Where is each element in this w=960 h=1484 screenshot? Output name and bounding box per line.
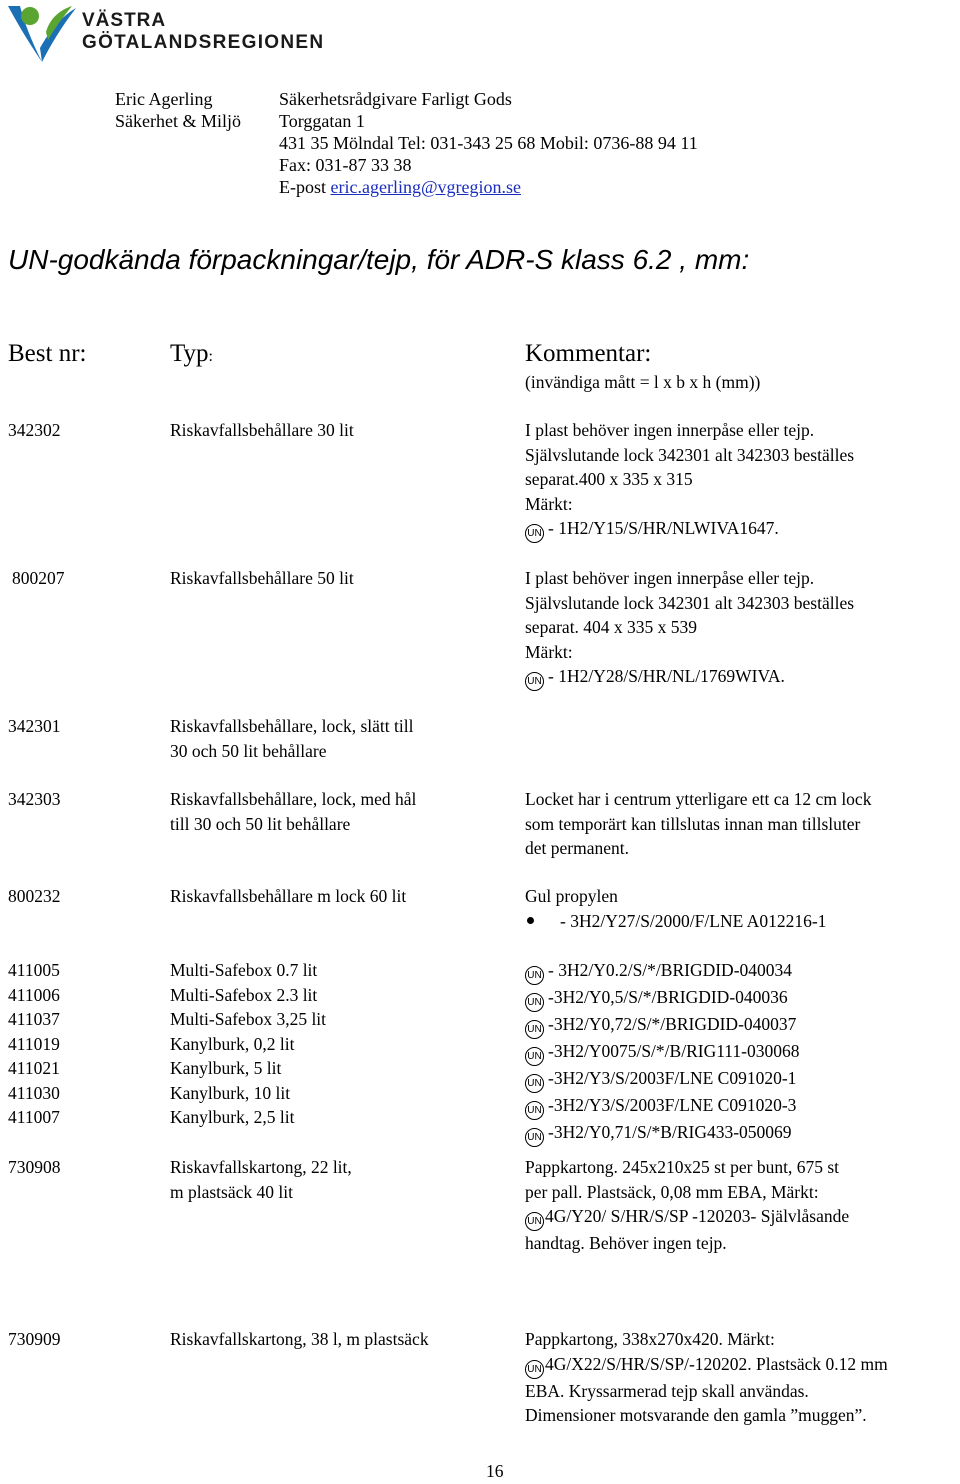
un-mark-icon: UN xyxy=(525,1020,544,1039)
mark-code: -3H2/Y3/S/2003F/LNE C091020-1 xyxy=(548,1068,797,1088)
un-mark-icon: UN xyxy=(525,1128,544,1147)
list-item-nr: 411037 xyxy=(8,1009,60,1029)
row-typ xyxy=(170,714,413,763)
row-typ: Riskavfallsbehållare m lock 60 lit xyxy=(170,886,407,906)
row-comment xyxy=(525,1327,888,1428)
row-comment xyxy=(525,787,871,861)
comment-mark-line xyxy=(525,1204,849,1231)
comment-line: EBA. Kryssarmerad tejp skall användas. xyxy=(525,1380,809,1401)
contact-fax: Fax: 031-87 33 38 xyxy=(279,155,412,175)
comment-line: Märkt: xyxy=(525,641,573,662)
list-item-typ: Multi-Safebox 2.3 lit xyxy=(170,984,318,1005)
row-nr: 730908 xyxy=(8,1157,61,1177)
comment-line: I plast behöver ingen innerpåse eller tejp. xyxy=(525,568,815,588)
row-typ: Riskavfallsbehållare 50 lit xyxy=(170,568,354,588)
typ-line: Riskavfallskartong, 22 lit, xyxy=(170,1157,352,1177)
mark-code: -3H2/Y0,71/S/*B/RIG433-050069 xyxy=(548,1122,792,1142)
page-title: UN-godkända förpackningar/tejp, för ADR-S klass 6.2 , mm: xyxy=(8,244,750,275)
contact-role: Säkerhetsrådgivare Farligt Gods xyxy=(279,89,512,109)
un-mark-icon: UN xyxy=(525,1101,544,1120)
un-mark-icon: UN xyxy=(525,1074,544,1093)
list-item-nr: 411006 xyxy=(8,984,60,1005)
row-nr: 800232 xyxy=(8,886,61,906)
comment-line: Självslutande lock 342301 alt 342303 beställes xyxy=(525,444,855,465)
comment-line: handtag. Behöver ingen tejp. xyxy=(525,1233,727,1253)
mark-code: - 3H2/Y27/S/2000/F/LNE A012216-1 xyxy=(560,911,827,931)
list-item-mark xyxy=(525,1093,800,1120)
page-number: 16 xyxy=(486,1461,504,1481)
comment-mark-line xyxy=(525,664,854,691)
un-mark-icon: UN xyxy=(525,1360,544,1379)
list-item-mark xyxy=(525,1039,800,1066)
comment-line: Pappkartong. 245x210x25 st per bunt, 675 st xyxy=(525,1157,840,1177)
typ-line: till 30 och 50 lit behållare xyxy=(170,813,351,834)
mark-code: -3H2/Y3/S/2003F/LNE C091020-3 xyxy=(548,1095,797,1115)
comment-line: Märkt: xyxy=(525,493,573,514)
list-item-nr: 411021 xyxy=(8,1058,60,1078)
product-list-mark xyxy=(525,958,800,1147)
list-item-mark xyxy=(525,1066,800,1093)
contact-dept: Säkerhet & Miljö xyxy=(115,111,241,131)
header-typ-colon: : xyxy=(208,348,213,365)
list-item-nr: 411030 xyxy=(8,1082,60,1103)
list-item-nr: 411005 xyxy=(8,960,60,980)
header-typ xyxy=(170,340,213,368)
list-item-typ: Multi-Safebox 3,25 lit xyxy=(170,1009,327,1029)
bullet-item xyxy=(527,909,826,934)
list-item-typ: Kanylburk, 10 lit xyxy=(170,1082,291,1103)
row-comment xyxy=(525,418,854,543)
row-comment: Gul propylen xyxy=(525,886,618,906)
header-kommentar-sub: (invändiga mått = l x b x h (mm)) xyxy=(525,372,761,392)
list-item-mark xyxy=(525,985,800,1012)
mark-code: -3H2/Y0,5/S/*/BRIGDID-040036 xyxy=(548,987,788,1007)
un-mark-icon: UN xyxy=(525,672,544,691)
un-mark-icon: UN xyxy=(525,993,544,1012)
mark-code: 4G/Y20/ S/HR/S/SP -120203- Självlåsande xyxy=(545,1206,850,1226)
row-nr: 800207 xyxy=(12,568,65,588)
row-comment xyxy=(525,566,854,691)
row-typ xyxy=(170,1155,352,1204)
org-logo-icon xyxy=(2,2,78,64)
row-nr: 730909 xyxy=(8,1329,61,1349)
comment-line: Självslutande lock 342301 alt 342303 beställes xyxy=(525,592,855,613)
list-item-mark xyxy=(525,1120,800,1147)
typ-line: 30 och 50 lit behållare xyxy=(170,740,327,761)
list-item-typ: Kanylburk, 2,5 lit xyxy=(170,1107,295,1127)
org-logo xyxy=(2,2,332,64)
list-item-nr: 411019 xyxy=(8,1033,60,1054)
list-item-typ: Multi-Safebox 0.7 lit xyxy=(170,960,318,980)
list-item-mark xyxy=(525,958,800,985)
typ-line: Riskavfallsbehållare, lock, slätt till xyxy=(170,716,414,736)
row-typ: Riskavfallskartong, 38 l, m plastsäck xyxy=(170,1329,429,1349)
bullet-icon xyxy=(527,917,534,924)
mark-code: -3H2/Y0075/S/*/B/RIG111-030068 xyxy=(548,1041,800,1061)
comment-line: per pall. Plastsäck, 0,08 mm EBA, Märkt: xyxy=(525,1181,819,1202)
row-nr: 342302 xyxy=(8,420,61,440)
row-nr: 342301 xyxy=(8,716,61,736)
header-best-nr: Best nr: xyxy=(8,340,87,367)
mark-code: -3H2/Y0,72/S/*/BRIGDID-040037 xyxy=(548,1014,797,1034)
un-mark-icon: UN xyxy=(525,1212,544,1231)
mark-code: 4G/X22/S/HR/S/SP/-120202. Plastsäck 0.12 mm xyxy=(545,1353,888,1374)
row-comment xyxy=(525,1155,849,1256)
row-typ xyxy=(170,787,416,836)
list-item-mark xyxy=(525,1012,800,1039)
comment-mark-line xyxy=(525,1352,888,1379)
un-mark-icon: UN xyxy=(525,966,544,985)
org-name-line1: VÄSTRA xyxy=(82,10,167,31)
comment-mark-line xyxy=(525,516,854,543)
comment-line: separat.400 x 335 x 315 xyxy=(525,469,693,489)
header-typ-label: Typ xyxy=(170,340,209,367)
contact-city-phone: 431 35 Mölndal Tel: 031-343 25 68 Mobil: 0736-88 94 11 xyxy=(279,133,698,153)
list-item-typ: Kanylburk, 5 lit xyxy=(170,1058,282,1078)
contact-name: Eric Agerling xyxy=(115,89,213,109)
un-mark-icon: UN xyxy=(525,1047,544,1066)
un-mark-icon: UN xyxy=(525,524,544,543)
comment-line: det permanent. xyxy=(525,838,629,858)
contact-email-line xyxy=(279,176,521,198)
mark-code: - 1H2/Y28/S/HR/NL/1769WIVA. xyxy=(548,666,785,686)
org-name-line2: GÖTALANDSREGIONEN xyxy=(82,32,325,53)
email-link[interactable]: eric.agerling@vgregion.se xyxy=(330,177,522,197)
comment-line: som temporärt kan tillslutas innan man tillsluter xyxy=(525,813,861,834)
comment-line: I plast behöver ingen innerpåse eller tejp. xyxy=(525,420,815,440)
row-typ: Riskavfallsbehållare 30 lit xyxy=(170,420,354,440)
contact-street: Torggatan 1 xyxy=(279,111,365,131)
comment-line: Pappkartong, 338x270x420. Märkt: xyxy=(525,1329,775,1349)
mark-code: - 1H2/Y15/S/HR/NLWIVA1647. xyxy=(548,518,779,538)
typ-line: Riskavfallsbehållare, lock, med hål xyxy=(170,789,417,809)
header-kommentar: Kommentar: xyxy=(525,340,652,367)
mark-code: - 3H2/Y0.2/S/*/BRIGDID-040034 xyxy=(548,960,793,980)
row-nr: 342303 xyxy=(8,789,61,809)
comment-line: Dimensioner motsvarande den gamla ”muggen”. xyxy=(525,1405,867,1425)
comment-line: separat. 404 x 335 x 539 xyxy=(525,617,698,637)
list-item-nr: 411007 xyxy=(8,1107,60,1127)
typ-line: m plastsäck 40 lit xyxy=(170,1181,293,1202)
email-prefix: E-post xyxy=(279,177,331,197)
comment-line: Locket har i centrum ytterligare ett ca 12 cm lock xyxy=(525,789,872,809)
product-list-typ xyxy=(170,958,326,1130)
list-item-typ: Kanylburk, 0,2 lit xyxy=(170,1033,295,1054)
product-list-nr xyxy=(8,958,60,1130)
